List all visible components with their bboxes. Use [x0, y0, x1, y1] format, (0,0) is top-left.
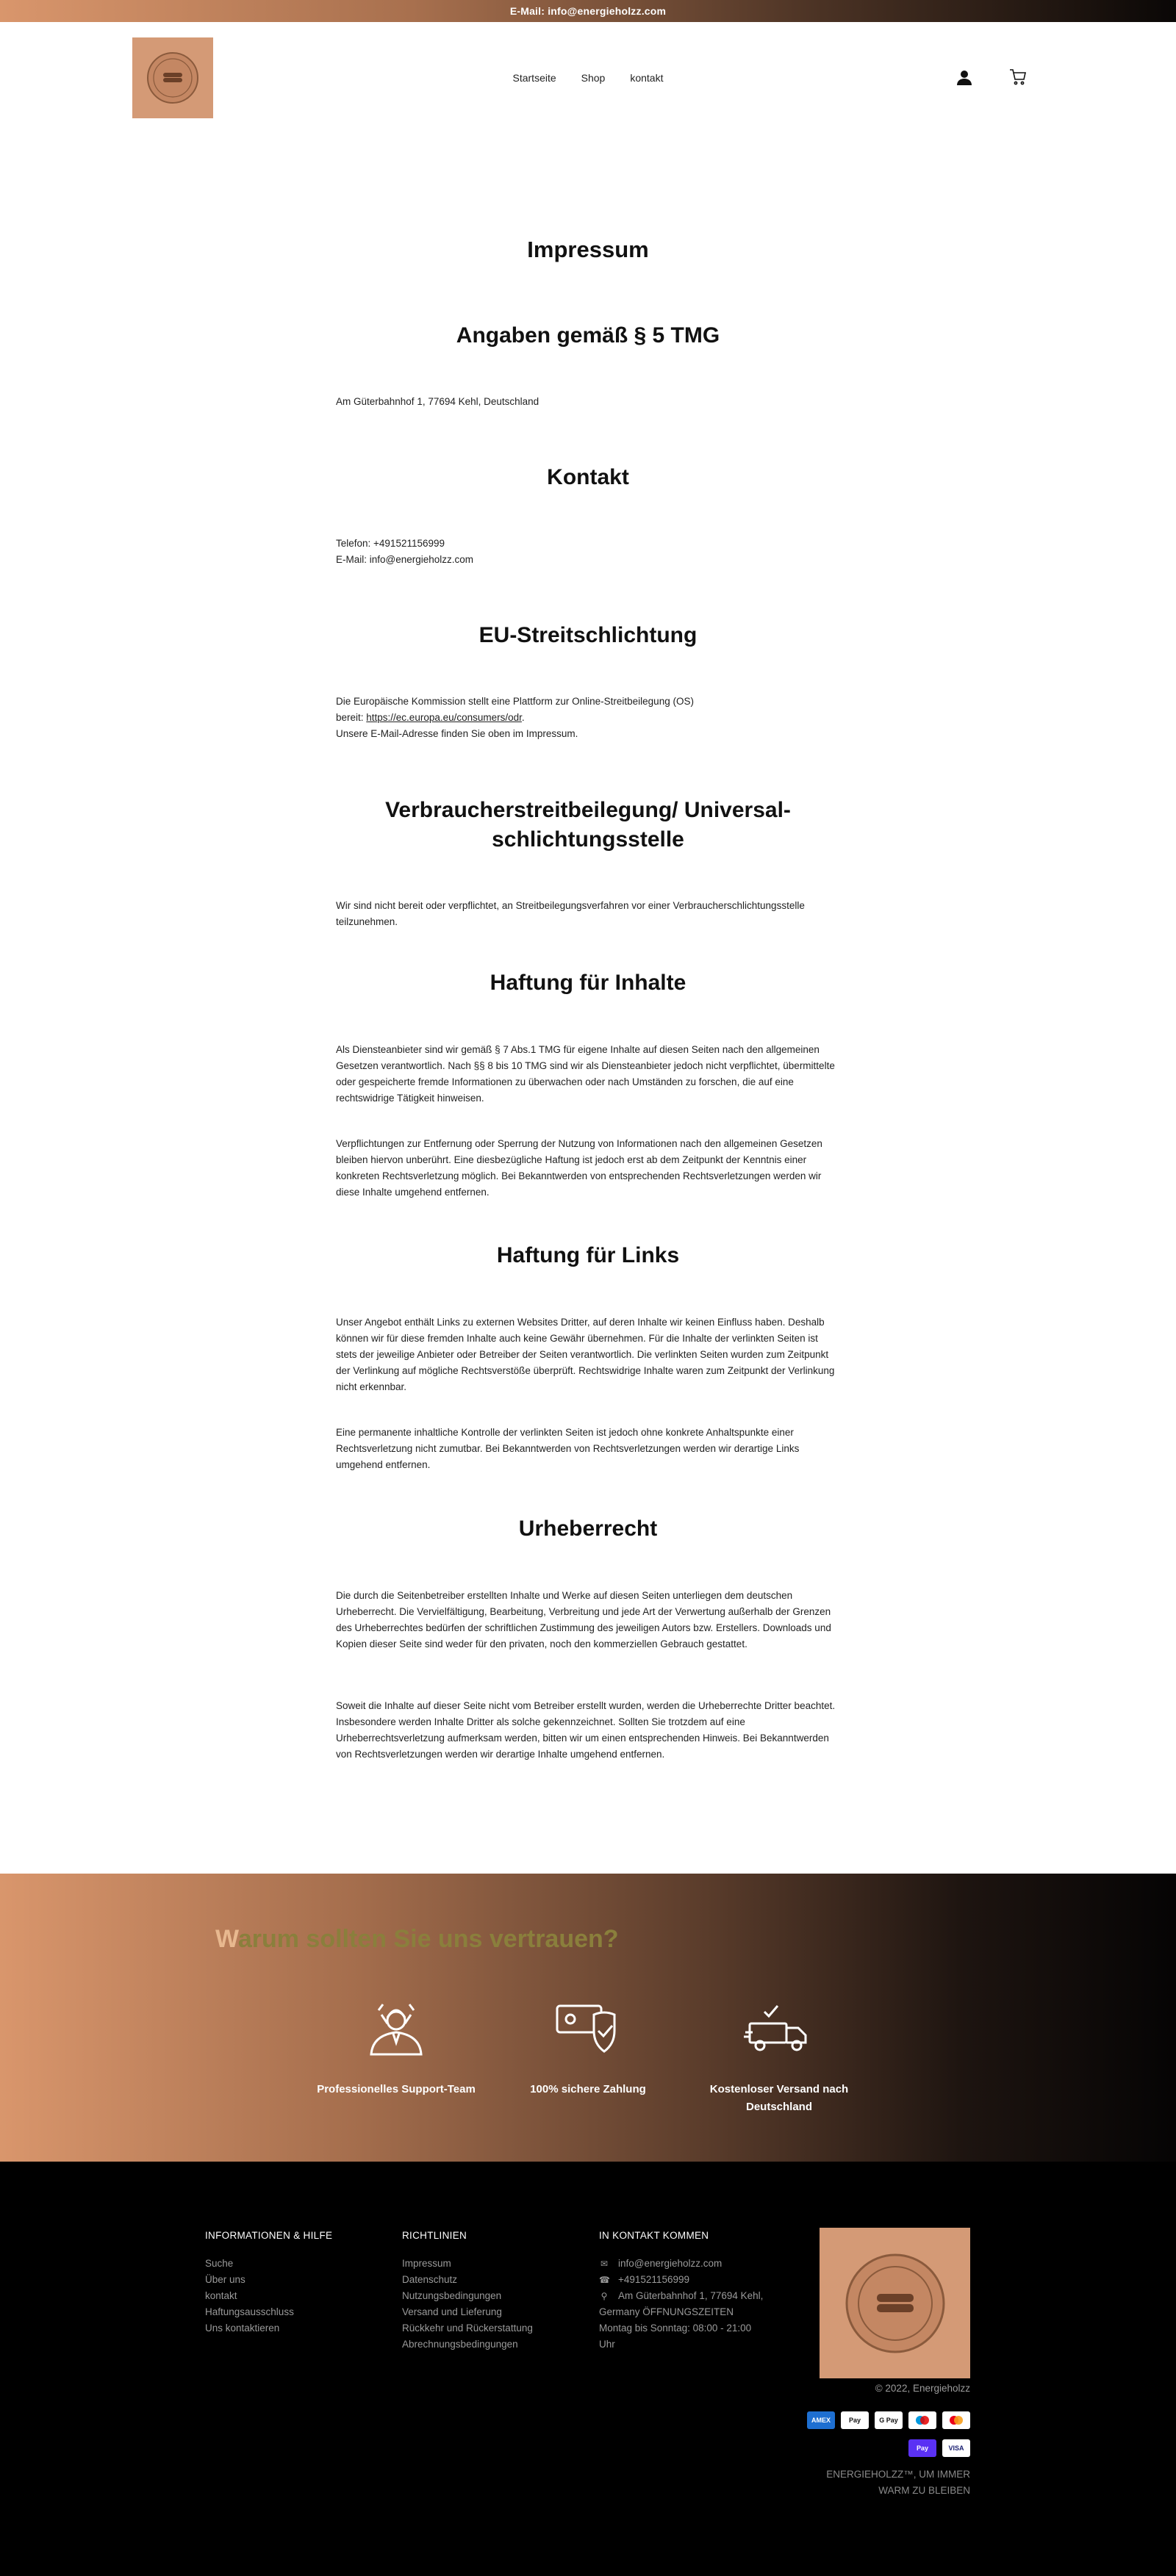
heading-verbraucher-2: schlichtungsstelle — [492, 827, 684, 852]
page-title: Impressum — [527, 237, 649, 262]
heading-urheber: Urheberrecht — [518, 1517, 658, 1541]
footer-contact-address-1: Am Güterbahnhof 1, 77694 Kehl, — [618, 2290, 764, 2301]
footer-col-info — [205, 2230, 332, 2336]
shop-pay-icon: Pay — [908, 2439, 936, 2457]
footer-col-info-heading: INFORMATIONEN & HILFE — [205, 2230, 333, 2241]
support-team-icon — [361, 1998, 431, 2057]
urheber-p2: Soweit die Inhalte auf dieser Seite nicht vom Betreiber erstellt wurden, werden die Urheberrechte Dritter beachtet. Insbesondere werden Inhalte Dritter als solche gekennzeichnet. Sollten Sie trotzdem auf eine Urheberrechtsverletzung aufmerksam werden, bitten wir um einen entsprechenden Hinweis. Bei Bekanntwerden von Rechtsverletzungen werden wir derartige Inhalte umgehend entfernen. — [336, 1700, 836, 1760]
footer-slogan-2: WARM ZU BLEIBEN — [878, 2485, 970, 2496]
heading-inhalte: Haftung für Inhalte — [490, 971, 686, 995]
footer-contact-email-row — [599, 2256, 783, 2272]
feature-shipping-label-1: Kostenloser Versand nach — [709, 2083, 849, 2095]
tmg-address: Am Güterbahnhof 1, 77694 Kehl, Deutschland — [336, 396, 539, 407]
feature-support — [304, 1998, 488, 2098]
kontakt-email: E-Mail: info@energieholzz.com — [336, 554, 474, 565]
footer-contact-phone: +491521156999 — [618, 2274, 689, 2285]
delivery-truck-icon — [744, 1998, 814, 2057]
footer-contact-address-2: Germany ÖFFNUNGSZEITEN — [599, 2306, 734, 2317]
footer-col-richtlinien-heading: RICHTLINIEN — [402, 2230, 467, 2241]
trust-title-rest: arum sollten Sie uns vertrauen? — [237, 1925, 619, 1953]
links-p1: Unser Angebot enthält Links zu externen Websites Dritter, auf deren Inhalte wir keinen Einfluss haben. Deshalb können wir für diese fremden Inhalte auch keine Gewähr übernehmen. Für die Inhalte der verlinkten Seiten ist stets der jeweilige Anbieter oder Betreiber der Seiten verantwortlich. Die verlinkten Seiten wurden zum Zeitpunkt der Verlinkung auf mögliche Rechtsverstöße überprüft. Rechtswidrige Inhalte waren zum Zeitpunkt der Verlinkung nicht erkennbar. — [336, 1317, 835, 1392]
footer-link-nutzungsbedingungen[interactable]: Nutzungsbedingungen — [402, 2290, 502, 2301]
payment-methods-row-1 — [807, 2411, 970, 2429]
heading-tmg: Angaben gemäß § 5 TMG — [456, 323, 720, 348]
nav-startseite[interactable]: Startseite — [512, 72, 556, 84]
apple-pay-icon: Pay — [841, 2411, 869, 2429]
location-pin-icon: ⚲ — [600, 2291, 608, 2301]
eu-line2-suffix: . — [521, 712, 525, 723]
main-nav — [0, 22, 1176, 134]
trust-title-first: W — [215, 1925, 238, 1953]
heading-eu: EU-Streitschlichtung — [478, 623, 698, 647]
inhalte-p1: Als Diensteanbieter sind wir gemäß § 7 Abs.1 TMG für eigene Inhalte auf diesen Seiten nach den allgemeinen Gesetzen verantwortlich. Nach §§ 8 bis 10 TMG sind wir als Diensteanbieter jedoch nicht verpflichtet, übermittelte oder gespeicherte fremde Informationen zu überwachen oder nach Umständen zu forschen, die auf eine rechtswidrige Tätigkeit hinweisen. — [336, 1044, 835, 1104]
footer-link-ueber-uns[interactable]: Über uns — [205, 2274, 245, 2285]
footer-col-richtlinien — [402, 2230, 533, 2353]
phone-icon: ☎ — [599, 2275, 610, 2285]
envelope-icon: ✉ — [600, 2259, 609, 2269]
feature-payment-label: 100% sichere Zahlung — [530, 2083, 646, 2095]
site-header — [0, 22, 1176, 134]
footer-contact-hours-1: Montag bis Sonntag: 08:00 - 21:00 — [599, 2323, 752, 2334]
footer-contact-phone-row — [599, 2272, 783, 2288]
footer-link-uns-kontaktieren[interactable]: Uns kontaktieren — [205, 2323, 280, 2334]
footer-link-versand[interactable]: Versand und Lieferung — [402, 2306, 502, 2317]
heading-links: Haftung für Links — [496, 1243, 680, 1267]
google-pay-icon: G Pay — [875, 2411, 903, 2429]
footer-contact-address-row — [599, 2288, 783, 2304]
amex-icon: AMEX — [807, 2411, 835, 2429]
footer-contact-hours-2: Uhr — [599, 2339, 615, 2350]
footer-col-contact-heading: IN KONTAKT KOMMEN — [599, 2230, 709, 2241]
verbraucher-text: Wir sind nicht bereit oder verpflichtet, an Streitbeilegungsverfahren vor einer Verbraucherschlichtungsstelle teilzunehmen. — [336, 900, 805, 927]
heading-verbraucher-1: Verbraucherstreitbeilegung/ Universal- — [385, 798, 791, 822]
footer-copyright: © 2022, Energieholzz — [875, 2383, 970, 2394]
announcement-text: E-Mail: info@energieholzz.com — [509, 5, 667, 17]
inhalte-p2: Verpflichtungen zur Entfernung oder Sperrung der Nutzung von Informationen nach den allgemeinen Gesetzen bleiben hiervon unberührt. Eine diesbezügliche Haftung ist jedoch erst ab dem Zeitpunkt der Kenntnis einer konkreten Rechtsverletzung möglich. Bei Bekanntwerden von entsprechenden Rechtsverletzungen werden wir diese Inhalte umgehend entfernen. — [336, 1138, 822, 1198]
mastercard-icon — [942, 2411, 970, 2429]
footer-link-rueckerstattung[interactable]: Rückkehr und Rückerstattung — [402, 2323, 533, 2334]
feature-shipping-label — [687, 2081, 871, 2116]
payment-methods-row-2 — [908, 2439, 970, 2457]
eu-line2 — [336, 710, 840, 726]
feature-shipping-label-2: Deutschland — [745, 2101, 812, 2113]
footer-logo[interactable] — [820, 2228, 970, 2378]
footer-contact-email[interactable]: info@energieholzz.com — [618, 2258, 723, 2269]
footer-link-abrechnung[interactable]: Abrechnungsbedingungen — [402, 2339, 518, 2350]
footer-link-impressum[interactable]: Impressum — [402, 2258, 451, 2269]
footer-link-kontakt[interactable]: kontakt — [205, 2290, 237, 2301]
nav-kontakt[interactable]: kontakt — [630, 72, 664, 84]
footer-col-contact — [599, 2230, 783, 2353]
eu-line2-prefix: bereit: — [336, 712, 367, 723]
heading-kontakt: Kontakt — [547, 465, 629, 489]
site-footer — [0, 2162, 1176, 2576]
nav-shop[interactable]: Shop — [581, 72, 606, 84]
trust-title — [215, 1925, 619, 1954]
eu-line1: Die Europäische Kommission stellt eine Plattform zur Online-Streitbeilegung (OS) — [336, 696, 694, 707]
visa-icon: VISA — [942, 2439, 970, 2457]
cart-icon[interactable] — [1007, 66, 1029, 88]
logo-seal-icon — [840, 2248, 950, 2359]
maestro-icon — [908, 2411, 936, 2429]
footer-link-datenschutz[interactable]: Datenschutz — [402, 2274, 458, 2285]
feature-support-label: Professionelles Support-Team — [317, 2083, 476, 2095]
eu-line3: Unsere E-Mail-Adresse finden Sie oben im Impressum. — [336, 728, 578, 739]
footer-link-suche[interactable]: Suche — [205, 2258, 234, 2269]
trust-section — [0, 1874, 1176, 2162]
feature-shipping — [687, 1998, 871, 2116]
feature-payment — [496, 1998, 680, 2098]
links-p2: Eine permanente inhaltliche Kontrolle der verlinkten Seiten ist jedoch ohne konkrete Anhaltspunkte einer Rechtsverletzung nicht zumutbar. Bei Bekanntwerden von Rechtsverletzungen werden wir derartige Links umgehend entfernen. — [336, 1427, 800, 1470]
account-icon[interactable] — [953, 66, 975, 88]
urheber-p1: Die durch die Seitenbetreiber erstellten Inhalte und Werke auf diesen Seiten unterliegen dem deutschen Urheberrecht. Die Vervielfältigung, Bearbeitung, Verbreitung und jede Art der Verwertung außerhalb der Grenzen des Urheberrechtes bedürfen der schriftlichen Zustimmung des jeweiligen Autors bzw. Erstellers. Downloads und Kopien dieser Seite sind weder für den privaten, noch den kommerziellen Gebrauch gestattet. — [336, 1590, 831, 1649]
odr-link[interactable]: https://ec.europa.eu/consumers/odr — [366, 712, 522, 723]
footer-slogan-1: ENERGIEHOLZZ™, UM IMMER — [826, 2469, 970, 2480]
footer-link-haftungsausschluss[interactable]: Haftungsausschluss — [205, 2306, 294, 2317]
secure-payment-icon — [553, 1998, 623, 2057]
footer-slogan — [794, 2467, 970, 2499]
announcement-bar — [0, 0, 1176, 22]
kontakt-phone: Telefon: +491521156999 — [336, 538, 445, 549]
